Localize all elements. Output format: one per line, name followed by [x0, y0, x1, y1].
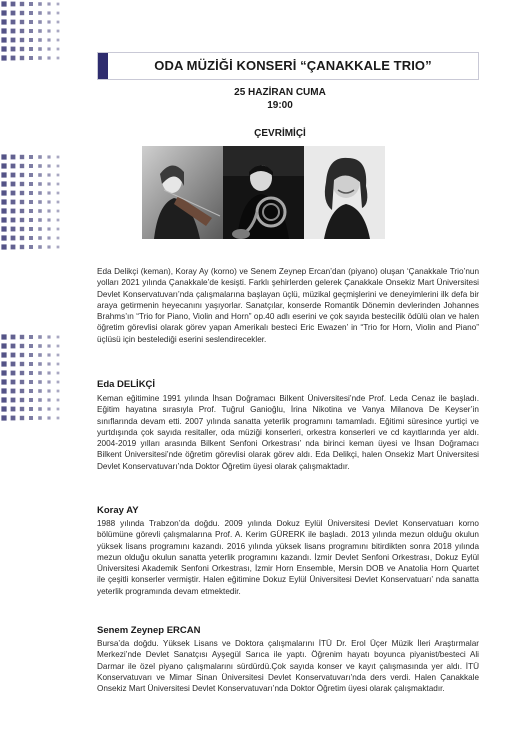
decorative-dot: [38, 218, 42, 222]
violinist-photo: [142, 146, 223, 239]
decorative-dot: [20, 56, 24, 60]
decorative-dot: [38, 380, 42, 384]
section-heading-senem: Senem Zeynep ERCAN: [97, 625, 201, 636]
decorative-dot: [11, 380, 16, 385]
decorative-dot: [29, 335, 33, 339]
decorative-dot: [1, 361, 6, 366]
decorative-dot: [20, 2, 24, 6]
decorative-dot: [38, 20, 42, 24]
decorative-dot: [11, 182, 16, 187]
decorative-dot: [57, 372, 60, 375]
decorative-dot: [1, 415, 6, 420]
horn-player-photo: [223, 146, 304, 239]
decorative-dot: [20, 335, 24, 339]
decorative-dot: [38, 398, 42, 402]
decorative-dot: [29, 416, 33, 420]
decorative-dot: [47, 38, 50, 41]
section-heading-eda: Eda DELİKÇİ: [97, 379, 156, 390]
decorative-dot: [29, 47, 33, 51]
decorative-dot: [29, 2, 33, 6]
decorative-dot: [29, 38, 33, 42]
decorative-dot: [29, 371, 33, 375]
decorative-dot: [29, 380, 33, 384]
decorative-dot: [1, 199, 6, 204]
decorative-dot: [29, 209, 33, 213]
section-heading-koray: Koray AY: [97, 505, 139, 516]
decorative-dot: [47, 344, 50, 347]
decorative-dot: [57, 345, 60, 348]
decorative-dot: [47, 191, 50, 194]
decorative-dot: [47, 56, 50, 59]
decorative-dot: [11, 389, 16, 394]
decorative-dot: [47, 245, 50, 248]
decorative-dot: [57, 165, 60, 168]
decorative-dot: [29, 173, 33, 177]
decorative-dot: [11, 218, 16, 223]
section-text-senem: Bursa’da doğdu. Yüksek Lisans ve Doktora çalışmalarını İTÜ Dr. Erol Üçer Müzik İleri Araştırmalar Merkezi’nde Devlet Sanatçısı Ayşegül Sarıca ile yaptı. Öğrenim hayatı boyunca piyanist/besteci Ali Darmar ile özel piyano çalışmalarını sürdürdü.Çok sayıda konser ve kayıt çalışmasında yer aldı. İTÜ Konservatuvarı ve Mimar Sinan Üniversitesi Devlet Konservatuvarı’nda ders verdi. Halen Çanakkale Onsekiz Mart Üniversitesi Devlet Konservatuvarı’nda Doktor Öğretim üyesi olarak çalışmaktadır.: [97, 639, 479, 694]
decorative-dot: [20, 344, 24, 348]
decorative-dot: [38, 245, 42, 249]
decorative-dot: [20, 371, 24, 375]
decorative-dot: [38, 173, 42, 177]
decorative-dot: [1, 334, 6, 339]
decorative-dot: [11, 344, 16, 349]
decorative-dot: [38, 191, 42, 195]
decorative-dot: [38, 182, 42, 186]
decorative-dot: [1, 181, 6, 186]
decorative-dot: [20, 245, 24, 249]
decorative-dot: [57, 39, 60, 42]
decorative-dot: [57, 363, 60, 366]
decorative-dot: [11, 29, 16, 34]
decorative-dot: [38, 11, 42, 15]
decorative-dot: [47, 155, 50, 158]
decorative-dot: [20, 29, 24, 33]
decorative-dot: [38, 164, 42, 168]
decorative-dot: [11, 155, 16, 160]
decorative-dot: [11, 245, 16, 250]
decorative-dot: [20, 200, 24, 204]
decorative-dot: [1, 172, 6, 177]
section-text-koray: 1988 yılında Trabzon’da doğdu. 2009 yılında Dokuz Eylül Üniversitesi Devlet Konservatuarı korno bölümüne görevli çalışmalarına Prof. A. Kerim GÜRERK ile başladı. 2013 yılında mezun olduğu okulun yüksek lisans programını kazandı. 2016 yılında yüksek lisans programını bitirdikten sonra 2018 yılında mezun olduğu okulun sanatta yeterlik programını kazandı. İzmir Devlet Senfoni Orkestrası, Dokuz Eylül Üniversitesi Akademik Senfoni Orkestrası, İzmir Horn Ensemble, Mersin DOB ve Anatolia Horn Quartet ile çeşitli konserler vermiştir. Halen eğitimine Dokuz Eylül Üniversitesi Devlet Konservatuarı’ nda sanatta yeterlik programında devam etmektedir.: [97, 519, 479, 596]
decorative-dot: [57, 12, 60, 15]
decorative-dot: [1, 19, 6, 24]
decorative-dot: [20, 164, 24, 168]
decorative-dot: [47, 182, 50, 185]
decorative-dot: [29, 398, 33, 402]
decorative-dot: [11, 164, 16, 169]
decorative-dot: [57, 399, 60, 402]
decorative-dot: [1, 28, 6, 33]
decorative-dot: [57, 30, 60, 33]
concert-time: 19:00: [267, 100, 293, 111]
decorative-dot: [38, 416, 42, 420]
decorative-dot: [11, 209, 16, 214]
decorative-dot: [38, 29, 42, 33]
decorative-dot: [29, 11, 33, 15]
decorative-dot: [47, 407, 50, 410]
decorative-dot: [47, 173, 50, 176]
decorative-dot: [47, 371, 50, 374]
decorative-dot: [29, 353, 33, 357]
decorative-dot: [20, 398, 24, 402]
decorative-dot: [47, 164, 50, 167]
title-bar: [97, 52, 479, 80]
decorative-dot: [1, 1, 6, 6]
page-title: ODA MÜZİĞİ KONSERİ “ÇANAKKALE TRIO”: [154, 58, 432, 73]
decorative-dot: [47, 389, 50, 392]
decorative-dot: [1, 406, 6, 411]
decorative-dot: [47, 380, 50, 383]
decorative-dot: [29, 20, 33, 24]
decorative-dot: [47, 335, 50, 338]
decorative-dot: [38, 344, 42, 348]
decorative-dot: [11, 227, 16, 232]
decorative-dot: [20, 155, 24, 159]
decorative-dot: [57, 219, 60, 222]
decorative-dot: [1, 154, 6, 159]
section-text-eda: Keman eğitimine 1991 yılında İhsan Doğramacı Bilkent Üniversitesi’nde Prof. Leda Cenaz ile başladı. Eğitim hayatına sırasıyla Prof. Tuğrul Ganioğlu, İrina Nikotina ve Vanya Milanova De Keyser’in sınıflarında devam etti. 2007 yılında sanatta yeterlik programını tamamladı. Eğitimi süresince yurtiçi ve yurtdışında çok sayıda resitaller, oda müziği konserleri, orkestra konserleri ve cd kayıtlarında yer aldı. 2004-2019 yılları arasında Bilkent Senfoni Orkestrası’ nda birinci keman üyesi ve İhsan Doğramacı Bilkent Üniversitesi’nde öğretim görevlisi olarak görev aldı. Eda Delikçi, halen Onsekiz Mart Üniversitesi Devlet Konservatuvarı’nda Doktor Öğretim üyesi olarak çalışmaktadır.: [97, 394, 479, 471]
decorative-dot: [57, 21, 60, 24]
decorative-dot: [57, 354, 60, 357]
decorative-dot-pattern: [0, 0, 68, 736]
decorative-dot: [11, 56, 16, 61]
decorative-dot: [38, 2, 42, 6]
decorative-dot: [11, 416, 16, 421]
decorative-dot: [20, 38, 24, 42]
decorative-dot: [57, 174, 60, 177]
decorative-dot: [1, 379, 6, 384]
decorative-dot: [38, 47, 42, 51]
decorative-dot: [29, 245, 33, 249]
decorative-dot: [11, 200, 16, 205]
decorative-dot: [20, 362, 24, 366]
decorative-dot: [57, 417, 60, 420]
decorative-dot: [29, 362, 33, 366]
decorative-dot: [1, 388, 6, 393]
decorative-dot: [47, 2, 50, 5]
decorative-dot: [38, 353, 42, 357]
decorative-dot: [11, 371, 16, 376]
decorative-dot: [20, 47, 24, 51]
decorative-dot: [29, 407, 33, 411]
decorative-dot: [1, 370, 6, 375]
decorative-dot: [1, 217, 6, 222]
decorative-dot: [1, 190, 6, 195]
decorative-dot: [20, 218, 24, 222]
decorative-dot: [38, 227, 42, 231]
decorative-dot: [29, 164, 33, 168]
decorative-dot: [29, 389, 33, 393]
decorative-dot: [20, 173, 24, 177]
decorative-dot: [1, 10, 6, 15]
trio-photos: [142, 146, 385, 239]
title-accent-bar: [98, 53, 108, 79]
decorative-dot: [20, 389, 24, 393]
decorative-dot: [57, 408, 60, 411]
decorative-dot: [20, 182, 24, 186]
decorative-dot: [11, 398, 16, 403]
decorative-dot: [38, 155, 42, 159]
decorative-dot: [1, 343, 6, 348]
decorative-dot: [20, 11, 24, 15]
decorative-dot: [11, 335, 16, 340]
decorative-dot: [38, 389, 42, 393]
decorative-dot: [1, 37, 6, 42]
decorative-dot: [29, 218, 33, 222]
decorative-dot: [20, 416, 24, 420]
decorative-dot: [1, 55, 6, 60]
decorative-dot: [57, 57, 60, 60]
intro-paragraph: Eda Delikçi (keman), Koray Ay (korno) ve Senem Zeynep Ercan’dan (piyano) oluşan ‘Çanakkale Trio’nun yolları 2021 yılında Çanakkale’de kesişti. Farklı şehirlerden gelerek Çanakkale Onsekiz Mart Üniversitesi Devlet Konservatuvarı’nda çalışmalarına başlayan üçlü, müzikal geçmişlerini ve deneyimlerini ilk defa bir araya getirmenin heyecanını yaşıyorlar. Sanatçılar, konserde Romantik Dönemin devlerinden Johannes Brahms’ın “Trio for Piano, Violin and Horn” op.40 adlı eserini ve çok sayıda bestecilik ödülü olan ve halen öğretim görevlisi olarak görev yapan Amerikalı besteci Eric Ewazen’ in “Trio for Horn, Violin and Piano” üçlüsü için bestelediği eserini seslendirecekler.: [97, 267, 479, 344]
decorative-dot: [38, 362, 42, 366]
concert-mode: ÇEVRİMİÇİ: [254, 128, 306, 139]
decorative-dot: [11, 191, 16, 196]
decorative-dot: [20, 353, 24, 357]
decorative-dot: [1, 397, 6, 402]
decorative-dot: [11, 236, 16, 241]
decorative-dot: [47, 209, 50, 212]
decorative-dot: [57, 381, 60, 384]
decorative-dot: [38, 38, 42, 42]
decorative-dot: [57, 237, 60, 240]
decorative-dot: [20, 20, 24, 24]
decorative-dot: [57, 228, 60, 231]
decorative-dot: [29, 155, 33, 159]
decorative-dot: [38, 56, 42, 60]
decorative-dot: [11, 47, 16, 52]
decorative-dot: [29, 344, 33, 348]
decorative-dot: [1, 235, 6, 240]
decorative-dot: [11, 362, 16, 367]
decorative-dot: [29, 56, 33, 60]
decorative-dot: [57, 390, 60, 393]
decorative-dot: [47, 11, 50, 14]
decorative-dot: [47, 29, 50, 32]
decorative-dot: [57, 156, 60, 159]
decorative-dot: [57, 246, 60, 249]
decorative-dot: [29, 227, 33, 231]
decorative-dot: [57, 201, 60, 204]
pianist-photo: [304, 146, 385, 239]
decorative-dot: [20, 380, 24, 384]
decorative-dot: [11, 11, 16, 16]
decorative-dot: [38, 407, 42, 411]
concert-date: 25 HAZİRAN CUMA: [234, 87, 326, 98]
decorative-dot: [47, 398, 50, 401]
decorative-dot: [47, 218, 50, 221]
decorative-dot: [47, 416, 50, 419]
decorative-dot: [29, 191, 33, 195]
decorative-dot: [29, 200, 33, 204]
decorative-dot: [1, 208, 6, 213]
decorative-dot: [57, 336, 60, 339]
decorative-dot: [38, 209, 42, 213]
decorative-dot: [11, 353, 16, 358]
decorative-dot: [47, 200, 50, 203]
decorative-dot: [1, 352, 6, 357]
decorative-dot: [20, 407, 24, 411]
decorative-dot: [20, 209, 24, 213]
decorative-dot: [11, 38, 16, 43]
decorative-dot: [1, 226, 6, 231]
decorative-dot: [57, 183, 60, 186]
decorative-dot: [57, 210, 60, 213]
decorative-dot: [11, 407, 16, 412]
decorative-dot: [47, 227, 50, 230]
decorative-dot: [57, 3, 60, 6]
decorative-dot: [1, 244, 6, 249]
decorative-dot: [47, 236, 50, 239]
decorative-dot: [1, 163, 6, 168]
decorative-dot: [47, 353, 50, 356]
decorative-dot: [20, 191, 24, 195]
decorative-dot: [11, 20, 16, 25]
decorative-dot: [38, 200, 42, 204]
decorative-dot: [47, 20, 50, 23]
decorative-dot: [38, 371, 42, 375]
decorative-dot: [29, 182, 33, 186]
decorative-dot: [20, 236, 24, 240]
decorative-dot: [47, 362, 50, 365]
decorative-dot: [57, 48, 60, 51]
decorative-dot: [20, 227, 24, 231]
decorative-dot: [57, 192, 60, 195]
decorative-dot: [11, 2, 16, 7]
decorative-dot: [47, 47, 50, 50]
decorative-dot: [38, 335, 42, 339]
decorative-dot: [1, 46, 6, 51]
decorative-dot: [11, 173, 16, 178]
decorative-dot: [29, 29, 33, 33]
decorative-dot: [29, 236, 33, 240]
decorative-dot: [38, 236, 42, 240]
